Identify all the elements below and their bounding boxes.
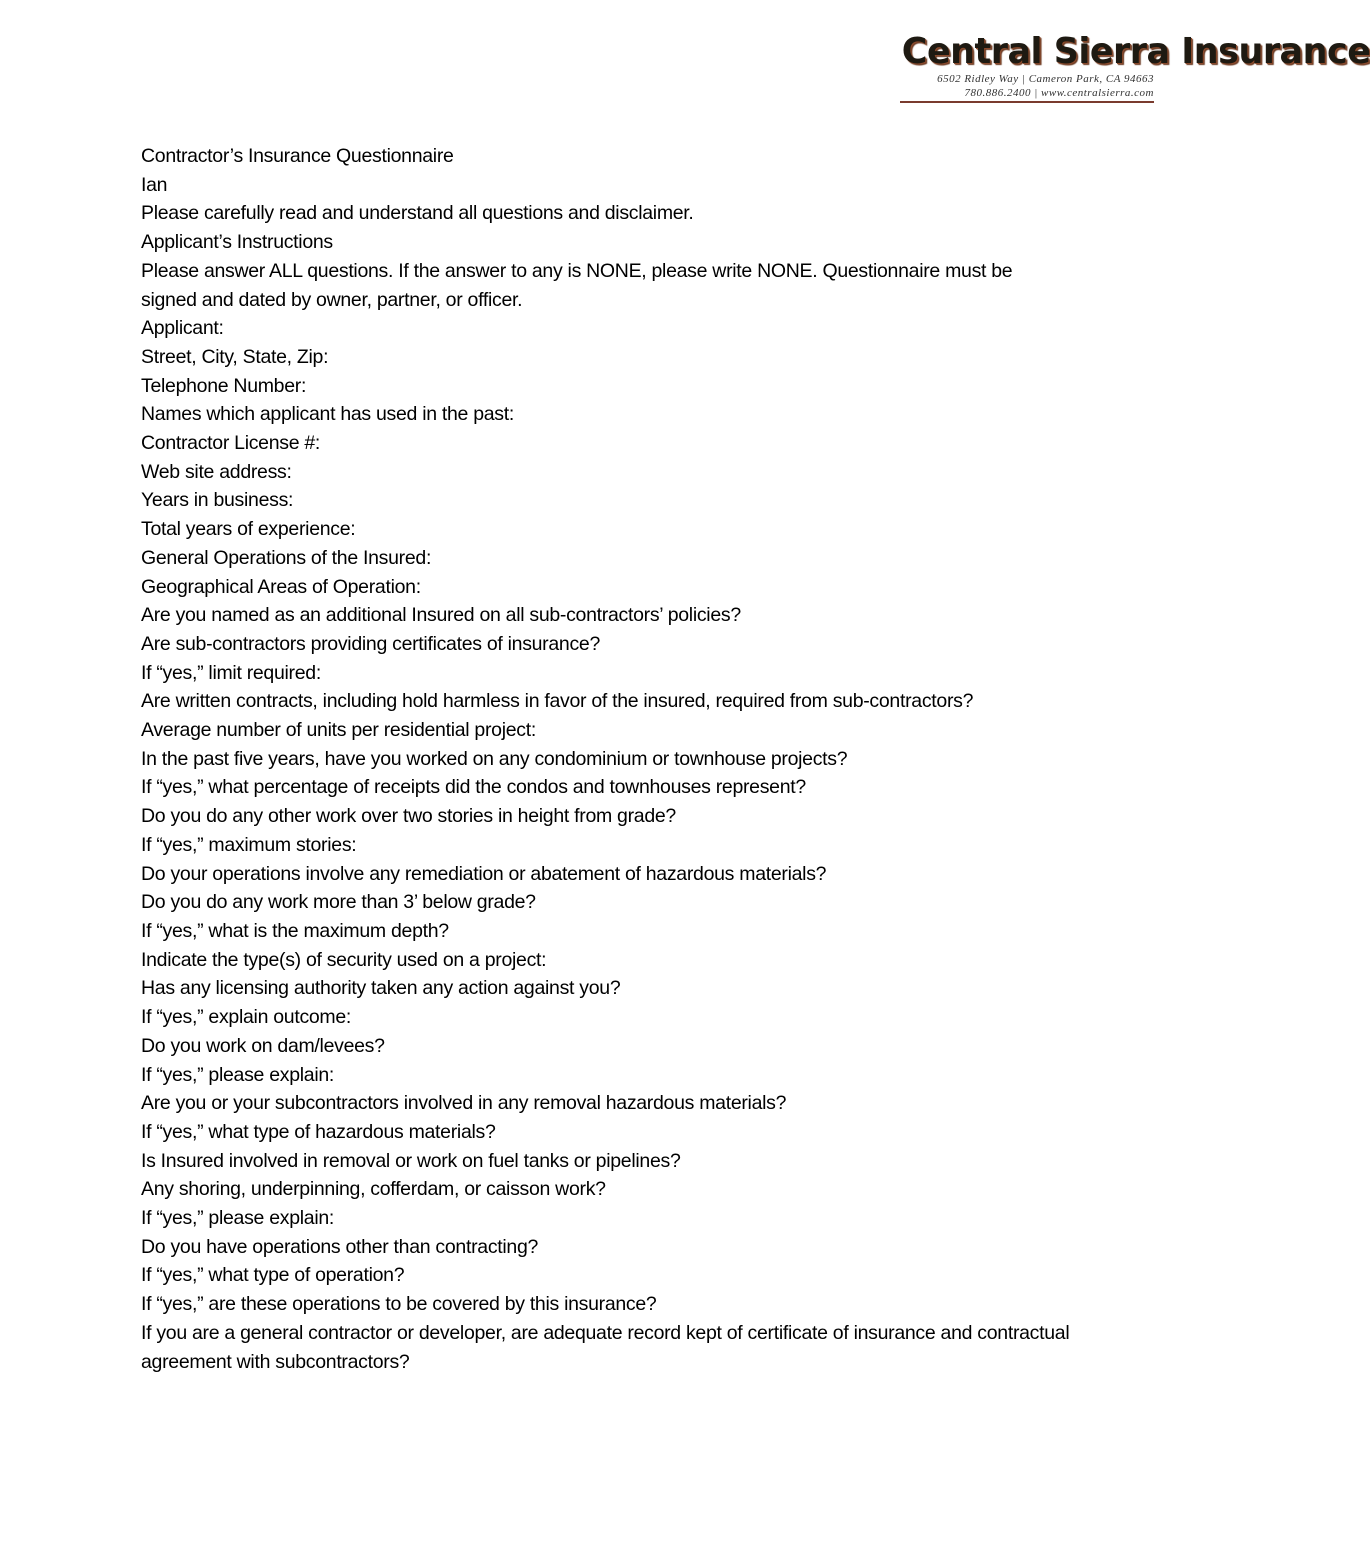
intro-text: Please carefully read and understand all questions and disclaimer. (141, 202, 694, 225)
document-title: Contractor’s Insurance Questionnaire (141, 145, 454, 167)
question-item: Total years of experience: (141, 518, 356, 541)
question-item: Street, City, State, Zip: (141, 345, 329, 368)
letterhead-divider (900, 101, 1154, 103)
question-item: Years in business: (141, 489, 294, 512)
question-item: If “yes,” are these operations to be covered by this insurance? (141, 1293, 657, 1316)
company-contact: 780.886.2400 | www.centralsierra.com (964, 87, 1154, 99)
question-item: Are sub-contractors providing certificates of insurance? (141, 632, 601, 655)
question-item: If “yes,” please explain: (141, 1207, 335, 1230)
questionnaire-body (141, 142, 1071, 1376)
question-item: Any shoring, underpinning, cofferdam, or caisson work? (141, 1178, 606, 1201)
question-item: Is Insured involved in removal or work on fuel tanks or pipelines? (141, 1149, 681, 1172)
question-item: Do you do any work more than 3’ below grade? (141, 891, 536, 914)
question-item: If “yes,” what is the maximum depth? (141, 919, 449, 942)
question-item: If “yes,” please explain: (141, 1063, 335, 1086)
question-item: Are you named as an additional Insured on all sub-contractors’ policies? (141, 604, 741, 627)
question-item: Telephone Number: (141, 374, 307, 397)
question-item: In the past five years, have you worked on any condominium or townhouse projects? (141, 747, 848, 770)
question-item: General Operations of the Insured: (141, 546, 432, 569)
question-item: If “yes,” maximum stories: (141, 833, 357, 856)
question-item: If “yes,” explain outcome: (141, 1006, 352, 1029)
question-item: Web site address: (141, 460, 292, 483)
question-item: Are written contracts, including hold harmless in favor of the insured, required from sub-contractors? (141, 690, 974, 713)
instructions-heading: Applicant’s Instructions (141, 231, 333, 254)
question-item: Average number of units per residential project: (141, 719, 536, 742)
question-item: Names which applicant has used in the past: (141, 403, 514, 426)
question-item: Are you or your subcontractors involved in any removal hazardous materials? (141, 1092, 787, 1115)
question-item: Indicate the type(s) of security used on a project: (141, 948, 547, 971)
question-item: If you are a general contractor or developer, are adequate record kept of certificate of insurance and contractual agreement with subcontractors? (141, 1321, 1070, 1373)
question-item: Has any licensing authority taken any action against you? (141, 977, 621, 1000)
question-item: Do you do any other work over two stories in height from grade? (141, 805, 676, 828)
question-item: Contractor License #: (141, 432, 321, 455)
question-item: If “yes,” limit required: (141, 661, 321, 684)
question-item: Geographical Areas of Operation: (141, 575, 421, 598)
letterhead (894, 31, 1370, 103)
company-logo: Central Sierra Insurance (901, 31, 1370, 72)
question-item: Applicant: (141, 317, 224, 340)
question-item: Do you work on dam/levees? (141, 1034, 385, 1057)
question-item: If “yes,” what type of hazardous materials? (141, 1120, 496, 1143)
company-address: 6502 Ridley Way | Cameron Park, CA 94663 (937, 73, 1154, 85)
question-item: If “yes,” what type of operation? (141, 1264, 405, 1287)
question-item: Do your operations involve any remediation or abatement of hazardous materials? (141, 862, 827, 885)
question-item: If “yes,” what percentage of receipts did the condos and townhouses represent? (141, 776, 806, 799)
applicant-name: Ian (141, 173, 168, 196)
instructions-text: Please answer ALL questions. If the answer to any is NONE, please write NONE. Questionnaire must be signed and dated by owner, partner, or officer. (141, 259, 1013, 311)
question-item: Do you have operations other than contracting? (141, 1235, 539, 1258)
